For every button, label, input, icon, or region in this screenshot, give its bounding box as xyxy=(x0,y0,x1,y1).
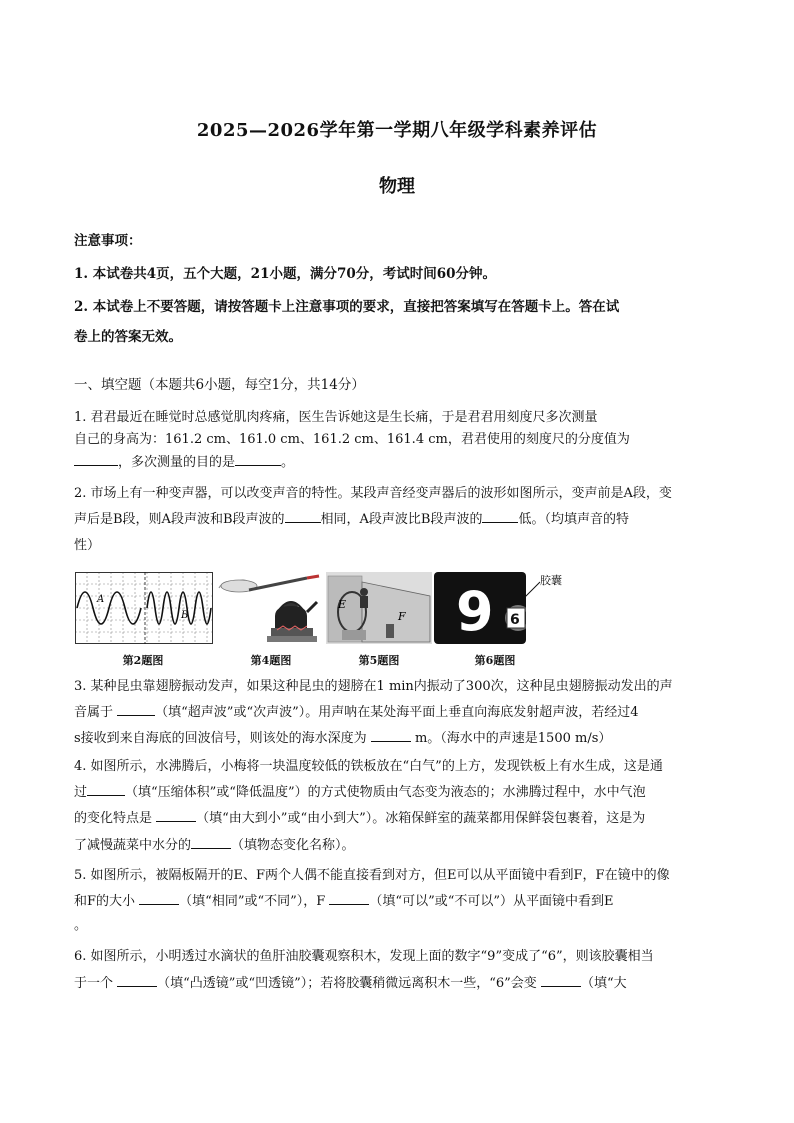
q3-line-2: 音属于 （填“超声波”或“次声波”）。用声呐在某处海平面上垂直向海底发射超声波，若经过4 xyxy=(74,705,639,720)
figure-2-caption: 第2题图 xyxy=(122,654,164,667)
figure-5-label-e: E xyxy=(338,598,347,611)
figure-5-mirror xyxy=(326,572,432,644)
q6-line-2: 于一个 （填“凸透镜”或“凹透镜”）；若将胶囊稍微远离积木一些，“6”会变 （填“大 xyxy=(74,976,627,991)
subject-title: 物理 xyxy=(379,176,415,197)
answer-blank xyxy=(139,892,179,905)
q4-line-1: 4. 如图所示，水沸腾后，小梅将一块温度较低的铁板放在“白气”的上方，发现铁板上有水生成，这是通 xyxy=(74,759,663,774)
q2-line-1: 2. 市场上有一种变声器，可以改变声音的特性。某段声音经变声器后的波形如图所示，变声前是A段，变 xyxy=(74,486,672,501)
figure-6-digit-small: 6 xyxy=(510,612,520,628)
q5-line-2: 和F的大小 （填“相同”或“不同”），F （填“可以”或“不可以”）从平面镜中看到E xyxy=(74,894,614,909)
answer-blank xyxy=(235,453,281,466)
answer-blank xyxy=(74,453,118,466)
section-1-heading: 一、填空题（本题共6小题，每空1分，共14分） xyxy=(74,377,365,393)
q5-line-1: 5. 如图所示，被隔板隔开的E、F两个人偶不能直接看到对方，但E可以从平面镜中看到F，F在镜中的像 xyxy=(74,868,670,883)
q1-line-1: 1. 君君最近在睡觉时总感觉肌肉疼痛，医生告诉她这是生长痛，于是君君用刻度尺多次测量 xyxy=(74,410,598,425)
notice-heading: 注意事项： xyxy=(74,233,142,249)
answer-blank xyxy=(87,783,125,796)
answer-blank xyxy=(285,510,321,523)
notice-item-2-cont: 卷上的答案无效。 xyxy=(74,329,182,345)
notice-item-2: 2. 本试卷上不要答题，请按答题卡上注意事项的要求，直接把答案填写在答题卡上。答在试 xyxy=(74,299,620,315)
figure-5-label-f: F xyxy=(398,610,406,623)
answer-blank xyxy=(117,974,157,987)
answer-blank xyxy=(156,809,196,822)
exam-title: 2025—2026学年第一学期八年级学科素养评估 xyxy=(196,120,598,141)
answer-blank xyxy=(482,510,518,523)
q1-line-3: ，多次测量的目的是 。 xyxy=(74,453,294,473)
answer-blank xyxy=(329,892,369,905)
q2-line-3: 性） xyxy=(74,538,101,553)
figure-6-pointer-line xyxy=(512,578,542,608)
answer-blank xyxy=(191,836,231,849)
q5-line-3: 。 xyxy=(74,918,88,933)
figure-4-caption: 第4题图 xyxy=(250,654,292,667)
figure-6-capsule-label: 胶囊 xyxy=(540,574,562,587)
answer-blank xyxy=(117,703,155,716)
figure-2-label-a: A xyxy=(97,594,105,605)
figure-6-digit-large: 9 xyxy=(456,580,494,643)
q2-line-2: 声后是B段，则A段声波和B段声波的 相同，A段声波比B段声波的 低。（均填声音的特 xyxy=(74,512,629,527)
q4-line-3: 的变化特点是 （填“由大到小”或“由小到大”）。冰箱保鲜室的蔬菜都用保鲜袋包裹着，这是为 xyxy=(74,811,646,826)
figure-5-caption: 第5题图 xyxy=(358,654,400,667)
figure-4-kettle xyxy=(215,572,323,644)
q1-line-2: 自己的身高为：161.2 cm、161.0 cm、161.2 cm、161.4 cm，君君使用的刻度尺的分度值为 xyxy=(74,432,630,447)
q6-line-1: 6. 如图所示，小明透过水滴状的鱼肝油胶囊观察积木，发现上面的数字“9”变成了“6”，则该胶囊相当 xyxy=(74,949,654,964)
figure-2-waveform xyxy=(75,572,213,644)
figure-2-label-b: B xyxy=(181,610,189,621)
q3-line-1: 3. 某种昆虫靠翅膀振动发声，如果这种昆虫的翅膀在1 min内振动了300次，这种昆虫翅膀振动发出的声 xyxy=(74,679,673,694)
notice-item-1: 1. 本试卷共4页，五个大题，21小题，满分70分，考试时间60分钟。 xyxy=(74,266,497,282)
answer-blank xyxy=(541,974,581,987)
figure-6-caption: 第6题图 xyxy=(474,654,516,667)
q4-line-4: 了减慢蔬菜中水分的 （填物态变化名称）。 xyxy=(74,838,355,853)
q3-line-3: s接收到来自海底的回波信号，则该处的海水深度为 m。（海水中的声速是1500 m/s） xyxy=(74,731,612,746)
answer-blank xyxy=(371,729,411,742)
q4-line-2: 过 （填“压缩体积”或“降低温度”）的方式使物质由气态变为液态的；水沸腾过程中，水中气泡 xyxy=(74,785,646,800)
